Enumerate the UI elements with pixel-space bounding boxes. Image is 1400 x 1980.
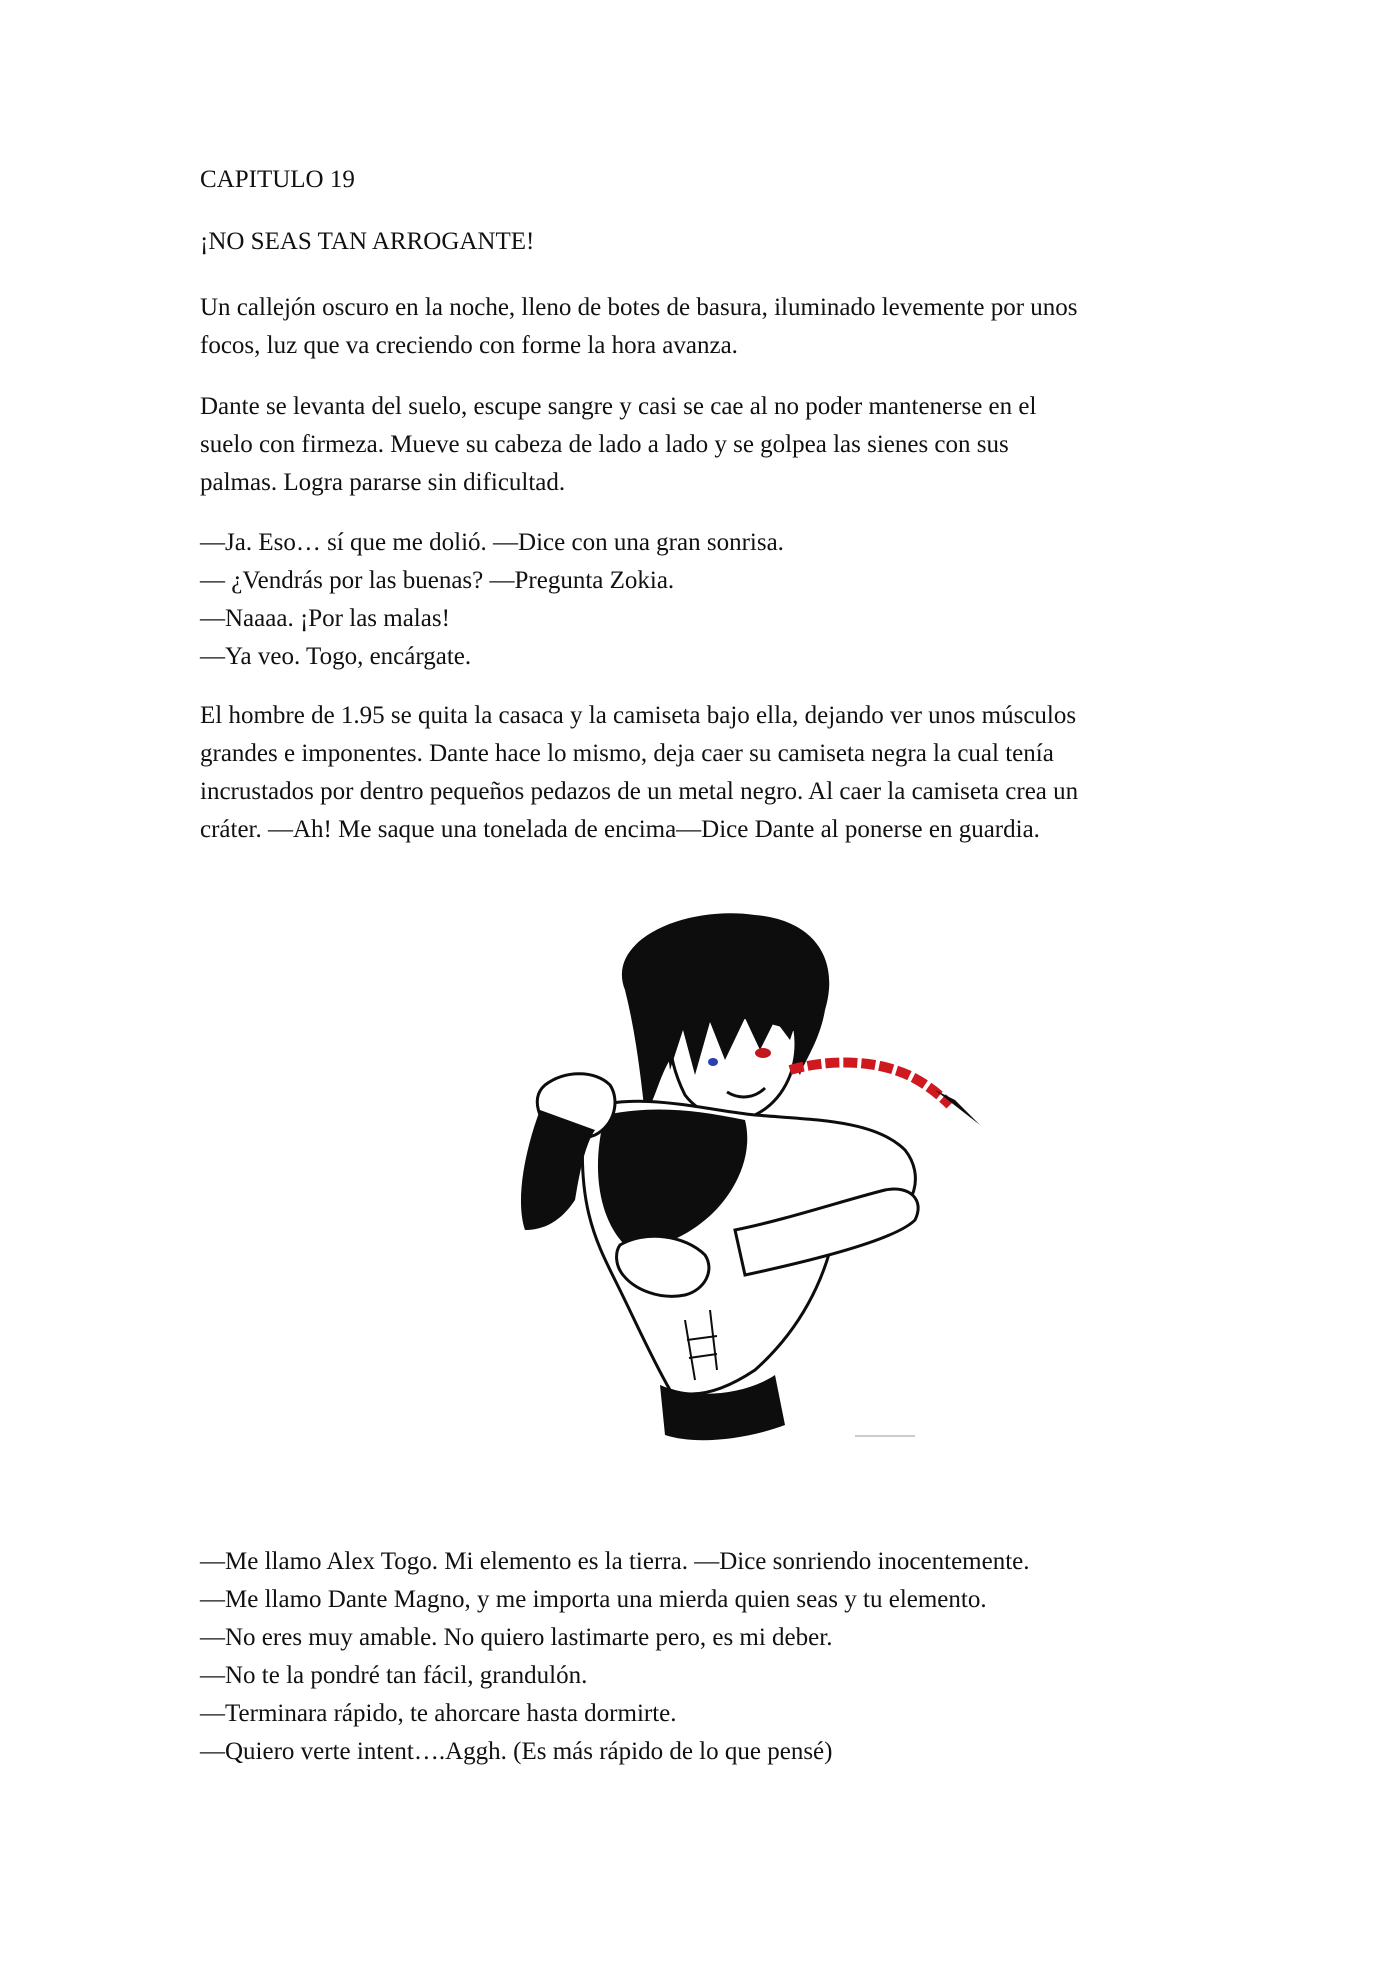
blue-eye-icon [708, 1058, 718, 1066]
dialogue-line: — ¿Vendrás por las buenas? —Pregunta Zokia. [200, 567, 675, 594]
dialogue-block-1 [200, 524, 1210, 676]
braid-shape [790, 1063, 950, 1106]
dialogue-line: —Terminara rápido, te ahorcare hasta dormirte. [200, 1700, 677, 1727]
text-line: El hombre de 1.95 se quita la casaca y la camiseta bajo ella, dejando ver unos músculos [200, 702, 1077, 729]
dialogue-block-2 [200, 1543, 1210, 1771]
text-line: Un callejón oscuro en la noche, lleno de botes de basura, iluminado levemente por unos [200, 294, 1078, 321]
dialogue-line: —Quiero verte intent….Aggh. (Es más rápido de lo que pensé) [200, 1738, 833, 1765]
text-line: palmas. Logra pararse sin dificultad. [200, 469, 566, 496]
dialogue-line: —No eres muy amable. No quiero lastimarte pero, es mi deber. [200, 1624, 833, 1651]
text-line: suelo con firmeza. Mueve su cabeza de lado a lado y se golpea las sienes con sus [200, 431, 1009, 458]
paragraph-dante-rises [200, 388, 1210, 502]
paragraph-intro [200, 289, 1210, 365]
dialogue-line: —Naaaa. ¡Por las malas! [200, 605, 450, 632]
dialogue-line: —Me llamo Alex Togo. Mi elemento es la tierra. —Dice sonriendo inocentemente. [200, 1548, 1030, 1575]
text-line: focos, luz que va creciendo con forme la hora avanza. [200, 332, 738, 359]
braid-tip [935, 1090, 985, 1125]
text-line: Dante se levanta del suelo, escupe sangre y casi se cae al no poder mantenerse en el [200, 393, 1037, 420]
fighter-illustration [455, 900, 1055, 1520]
text-line: cráter. —Ah! Me saque una tonelada de encima—Dice Dante al ponerse en guardia. [200, 816, 1040, 843]
chapter-heading: CAPITULO 19 [200, 166, 355, 193]
chapter-title: ¡NO SEAS TAN ARROGANTE! [200, 228, 535, 255]
text-line: incrustados por dentro pequeños pedazos de un metal negro. Al caer la camiseta crea un [200, 778, 1079, 805]
dialogue-line: —Me llamo Dante Magno, y me importa una mierda quien seas y tu elemento. [200, 1586, 987, 1613]
dialogue-line: —Ja. Eso… sí que me dolió. —Dice con una gran sonrisa. [200, 529, 784, 556]
text-line: grandes e imponentes. Dante hace lo mismo, deja caer su camiseta negra la cual tenía [200, 740, 1054, 767]
dialogue-line: —Ya veo. Togo, encárgate. [200, 643, 472, 670]
dialogue-line: —No te la pondré tan fácil, grandulón. [200, 1662, 588, 1689]
paragraph-shirts-off [200, 697, 1210, 849]
fighter-drawing [455, 900, 1055, 1520]
red-eye-icon [755, 1048, 771, 1058]
